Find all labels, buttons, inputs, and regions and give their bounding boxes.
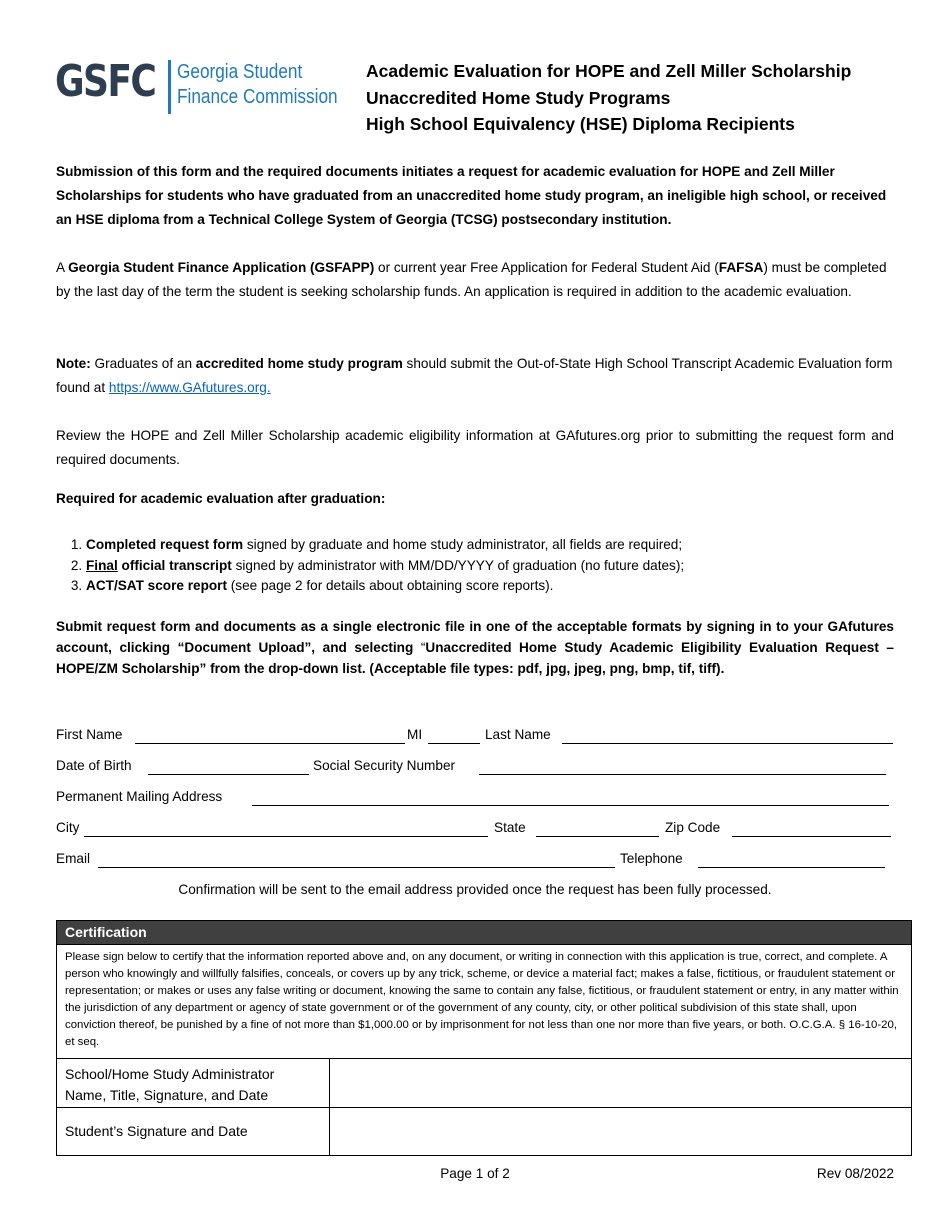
student-signature-label: Student’s Signature and Date xyxy=(57,1108,330,1155)
mi-label: MI xyxy=(407,727,423,742)
gsfc-logo-text xyxy=(177,60,338,110)
text: Final xyxy=(86,557,118,573)
review-paragraph: Review the HOPE and Zell Miller Scholarship academic eligibility information at GAfutures.org prior to submitting the request form and required documents. xyxy=(56,428,894,467)
admin-signature-label xyxy=(57,1059,330,1107)
text: (see page 2 for details about obtaining score reports). xyxy=(227,578,554,593)
logo-line-2: Finance Commission xyxy=(177,86,338,108)
text: official transcript xyxy=(117,557,232,573)
admin-signature-row xyxy=(57,1058,911,1107)
list-item xyxy=(86,556,900,577)
email-field[interactable] xyxy=(98,851,615,868)
dob-field[interactable] xyxy=(148,758,309,775)
text: ACT/SAT score report xyxy=(86,578,227,593)
telephone-label: Telephone xyxy=(620,851,683,866)
page-number: Page 1 of 2 xyxy=(440,1166,510,1181)
first-name-field[interactable] xyxy=(135,727,405,744)
text: Submit request form and documents as a single electronic file in one of the acceptable formats by signing in to your GAfutures account, clicking “Document Upload”, and selecting xyxy=(56,619,894,655)
email-label: Email xyxy=(56,851,90,866)
text: School/Home Study Administrator xyxy=(65,1066,275,1082)
city-label: City xyxy=(56,820,80,835)
student-signature-field[interactable] xyxy=(330,1108,911,1155)
fafsa-text: FAFSA xyxy=(718,260,764,275)
zip-field[interactable] xyxy=(732,820,891,837)
ssn-field[interactable] xyxy=(479,758,886,775)
title-line-2: Unaccredited Home Study Programs xyxy=(366,87,671,108)
logo-line-1: Georgia Student xyxy=(177,61,303,83)
note-label: Note: xyxy=(56,356,91,371)
text: ) must be completed by the last day of the term the student is seeking scholarship funds. An application is required in addition to the academic evaluation. xyxy=(56,260,887,299)
certification-text: Please sign below to certify that the information reported above and, on any document, or writing in connection with this application is true, correct, and complete. A person who knowingly and willfully falsifies, conceals, or covers up by any trick, scheme, or device a material fact; makes a false, fictitious, or fraudulent statement or representation; or makes or uses any false writing or document, knowing the same to contain any false, fictitious, or fraudulent statement or entry, in any matter within the jurisdiction of any department or agency of state government or of the government of any county, city, or other political subdivision of this state shall, upon conviction thereof, be punished by a fine of not more than $1,000.00 or by imprisonment for not less than one nor more than five years, or both. O.C.G.A. § 16-10-20, et seq. xyxy=(57,944,911,1058)
email-phone-row xyxy=(0,851,950,873)
list-item xyxy=(86,576,900,597)
gsfapp-text: Georgia Student Finance Application (GSFAPP) xyxy=(68,260,375,275)
gafutures-link[interactable]: https://www.GAfutures.org. xyxy=(108,380,271,395)
text: Name, Title, Signature, and Date xyxy=(65,1087,269,1103)
ssn-label: Social Security Number xyxy=(313,758,456,773)
last-name-field[interactable] xyxy=(562,727,893,744)
confirmation-note: Confirmation will be sent to the email address provided once the request has been fully processed. xyxy=(178,882,772,897)
zip-label: Zip Code xyxy=(665,820,721,835)
dob-label: Date of Birth xyxy=(56,758,132,773)
city-state-zip-row xyxy=(0,820,950,842)
name-row xyxy=(0,727,950,749)
text: Unaccredited Home Study Academic Eligibility Evaluation Request – HOPE/ZM Scholarship” from the drop-down list. (Acceptable file types: pdf, jpg, jpeg, png, bmp, tif, tiff). xyxy=(56,640,894,676)
text: A xyxy=(56,260,69,275)
gsfc-logo-mark: GSFC xyxy=(55,56,156,107)
document-title xyxy=(366,58,851,138)
address-label: Permanent Mailing Address xyxy=(56,789,223,804)
city-field[interactable] xyxy=(84,820,488,837)
text: should submit the Out-of-State High School Transcript Academic Evaluation form found at xyxy=(56,356,893,395)
logo-divider xyxy=(168,60,171,114)
address-row xyxy=(0,789,950,811)
text: Graduates of an xyxy=(90,356,196,371)
submit-paragraph xyxy=(56,616,894,679)
required-list xyxy=(30,535,900,597)
intro-paragraph: Submission of this form and the required documents initiates a request for academic evaluation for HOPE and Zell Miller Scholarships for students who have graduated from an unaccredited home study program, an ineligible high school, or received an HSE diploma from a Technical College System of Georgia (TCSG) postsecondary institution. xyxy=(56,164,887,227)
text: signed by graduate and home study administrator, all fields are required; xyxy=(243,537,683,552)
telephone-field[interactable] xyxy=(698,851,885,868)
certification-box xyxy=(56,920,912,1156)
text: signed by administrator with MM/DD/YYYY of graduation (no future dates); xyxy=(231,557,685,573)
state-label: State xyxy=(494,820,526,835)
admin-signature-field[interactable] xyxy=(330,1059,911,1107)
certification-heading: Certification xyxy=(57,921,911,944)
address-field[interactable] xyxy=(252,789,889,806)
text: Completed request form xyxy=(86,537,244,552)
text: accredited home study program xyxy=(195,356,403,371)
required-heading: Required for academic evaluation after graduation: xyxy=(56,491,386,506)
first-name-label: First Name xyxy=(56,727,123,742)
revision-date: Rev 08/2022 xyxy=(816,1166,894,1181)
application-paragraph xyxy=(56,256,894,304)
mi-field[interactable] xyxy=(428,727,480,744)
state-field[interactable] xyxy=(536,820,659,837)
text: “ xyxy=(420,640,426,655)
student-signature-row xyxy=(57,1107,911,1155)
dob-ssn-row xyxy=(0,758,950,780)
title-line-3: High School Equivalency (HSE) Diploma Recipients xyxy=(366,114,795,134)
title-line-1: Academic Evaluation for HOPE and Zell Miller Scholarship xyxy=(366,61,852,81)
list-item xyxy=(86,535,900,556)
last-name-label: Last Name xyxy=(485,727,551,742)
note-paragraph xyxy=(56,352,894,400)
text: or current year Free Application for Federal Student Aid ( xyxy=(374,260,719,275)
